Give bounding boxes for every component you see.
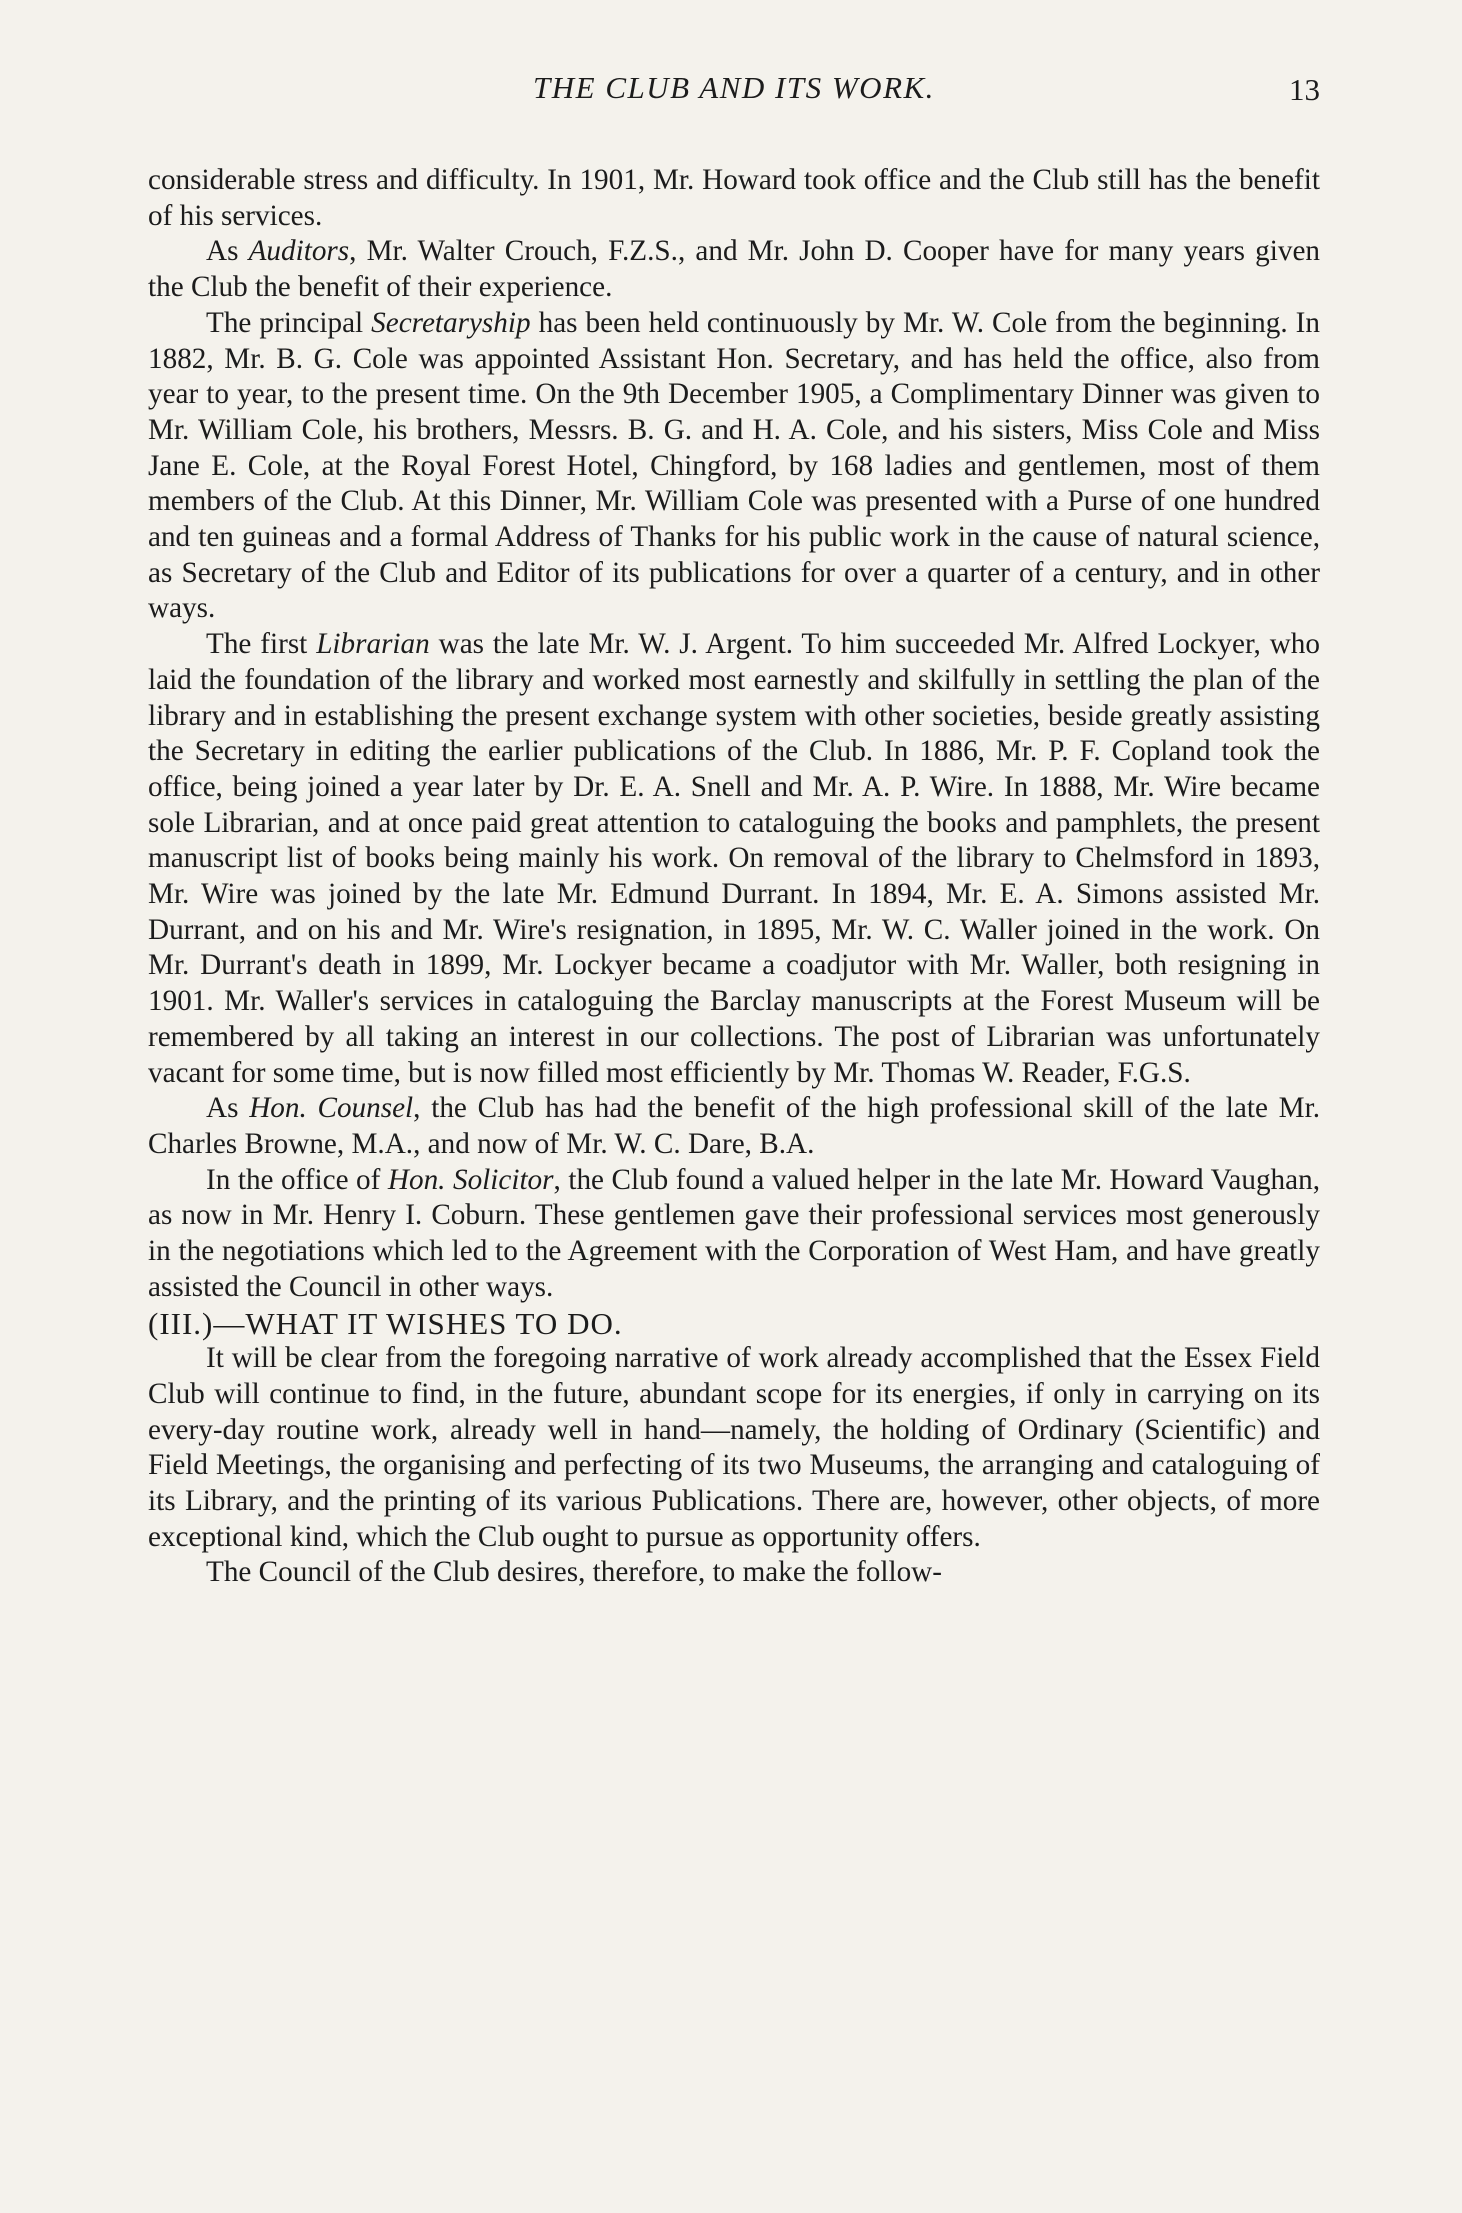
role-hon-solicitor: Hon. Solicitor: [387, 1163, 554, 1196]
paragraph-hon-solicitor: In the office of Hon. Solicitor, the Club found a valued helper in the late Mr. Howard Vaughan, as now in Mr. Henry I. Coburn. These gentlemen gave their professional services most generously in the negotiations which led to the Agreement with the Corporation of West Ham, and have greatly assisted the Council in other ways.: [148, 1163, 1320, 1303]
running-head: [148, 70, 1320, 120]
role-librarian: Librarian: [316, 628, 430, 661]
paragraph-continuation: considerable stress and difficulty. In 1901, Mr. Howard took office and the Club still has the benefit of his services.: [148, 164, 1320, 232]
paragraph-hon-counsel: As Hon. Counsel, the Club has had the benefit of the high professional skill of the late Mr. Charles Browne, M.A., and now of Mr. W. C. Dare, B.A.: [148, 1092, 1321, 1160]
paragraph-council: The Council of the Club desires, therefore, to make the follow-: [206, 1556, 942, 1589]
section-heading: (III.)—WHAT IT WISHES TO DO.: [148, 1305, 623, 1341]
role-hon-counsel: Hon. Counsel: [249, 1092, 414, 1125]
paragraph-secretaryship: The principal Secretaryship has been held continuously by Mr. W. Cole from the beginning. In 1882, Mr. B. G. Cole was appointed Assistant Hon. Secretary, and has held the office, also from year to year, to the present time. On the 9th December 1905, a Complimentary Dinner was given to Mr. William Cole, his brothers, Messrs. B. G. and H. A. Cole, and his sisters, Miss Cole and Miss Jane E. Cole, at the Royal Forest Hotel, Chingford, by 168 ladies and gentlemen, most of them members of the Club. At this Dinner, Mr. William Cole was presented with a Purse of one hundred and ten guineas and a formal Address of Thanks for his public work in the cause of natural science, as Secretary of the Club and Editor of its publications for over a quarter of a century, and in other ways.: [148, 306, 1320, 625]
page-body: [148, 163, 1320, 1591]
paragraph-librarian: The first Librarian was the late Mr. W. J. Argent. To him succeeded Mr. Alfred Lockyer, who laid the foundation of the library and worked most earnestly and skilfully in settling the plan of the library and in establishing the present exchange system with other societies, beside greatly assisting the Secretary in editing the earlier publications of the Club. In 1886, Mr. P. F. Copland took the office, being joined a year later by Dr. E. A. Snell and Mr. A. P. Wire. In 1888, Mr. Wire became sole Librarian, and at once paid great attention to cataloguing the books and pamphlets, the present manuscript list of books being mainly his work. On removal of the library to Chelmsford in 1893, Mr. Wire was joined by the late Mr. Edmund Durrant. In 1894, Mr. E. A. Simons assisted Mr. Durrant, and on his and Mr. Wire's resignation, in 1895, Mr. W. C. Waller joined in the work. On Mr. Durrant's death in 1899, Mr. Lockyer became a coadjutor with Mr. Waller, both resigning in 1901. Mr. Waller's services in cataloguing the Barclay manuscripts at the Forest Museum will be remembered by all taking an interest in our collections. The post of Librarian was unfortunately vacant for some time, but is now filled most efficiently by Mr. Thomas W. Reader, F.G.S.: [148, 628, 1320, 1089]
paragraph-wishes: It will be clear from the foregoing narrative of work already accomplished that the Essex Field Club will continue to find, in the future, abundant scope for its energies, if only in carrying on its every-day routine work, already well in hand—namely, the holding of Ordinary (Scientific) and Field Meetings, the organising and perfecting of its two Museums, the arranging and cataloguing of its Library, and the printing of its various Publications. There are, however, other objects, of more exceptional kind, which the Club ought to pursue as opportunity offers.: [148, 1342, 1320, 1553]
running-title: THE CLUB AND ITS WORK.: [533, 70, 935, 105]
page-number: 13: [1289, 72, 1320, 107]
role-auditors: Auditors: [248, 235, 350, 268]
role-secretaryship: Secretaryship: [371, 306, 531, 339]
paragraph-auditors: As Auditors, Mr. Walter Crouch, F.Z.S., and Mr. John D. Cooper have for many years given the Club the benefit of their experience.: [148, 235, 1321, 304]
